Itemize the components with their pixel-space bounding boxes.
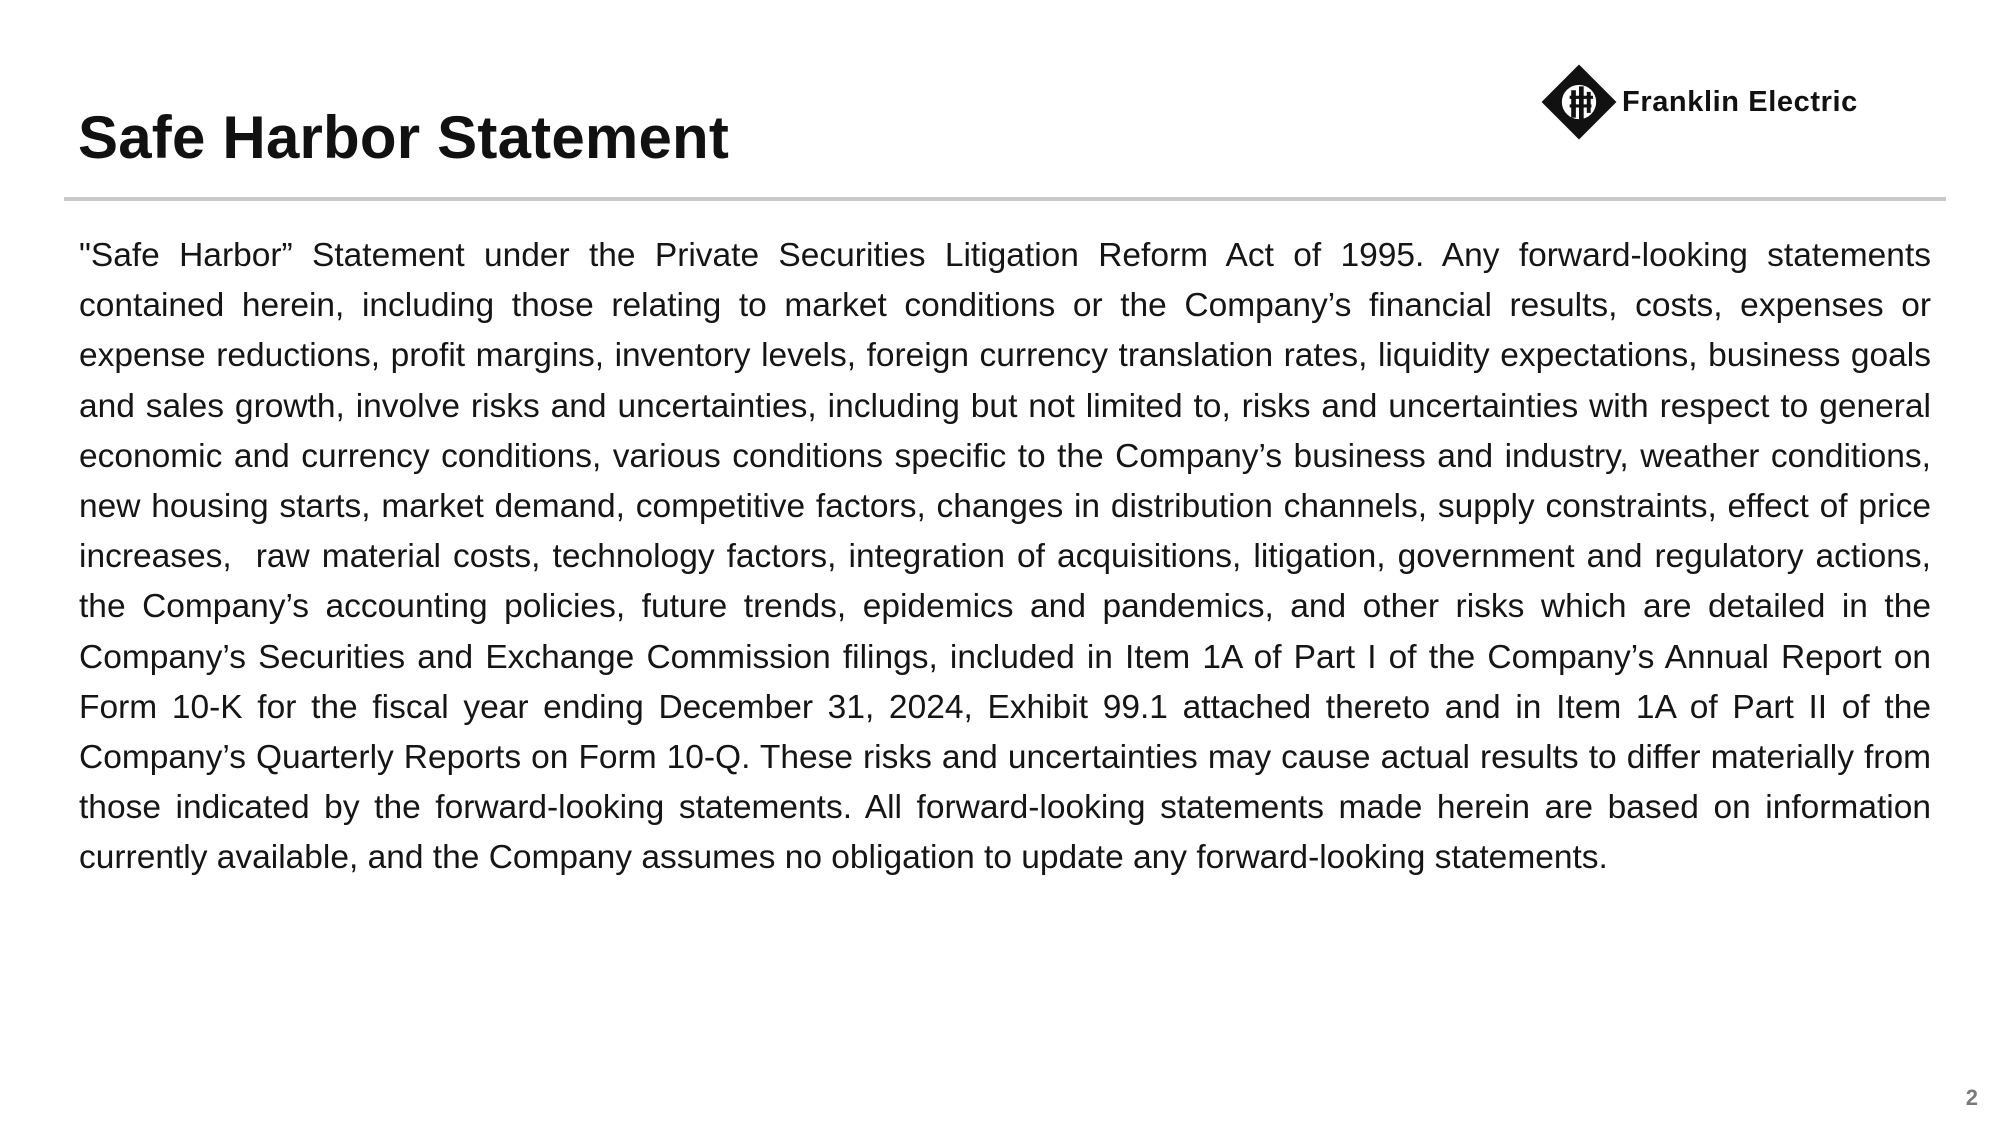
franklin-electric-diamond-logo-icon — [1540, 63, 1618, 141]
title-divider — [64, 197, 1946, 201]
safe-harbor-paragraph: "Safe Harbor” Statement under the Private Securities Litigation Reform Act of 1995. Any forward-looking statements contained herein, including those relating to market conditions or the Company’s financial results, costs, expenses or expense reductions, profit margins, inventory levels, foreign currency translation rates, liquidity expectations, business goals and sales growth, involve risks and uncertainties, including but not limited to, risks and uncertainties with respect to general economic and currency conditions, various conditions specific to the Company’s business and industry, weather conditions, new housing starts, market demand, competitive factors, changes in distribution channels, supply constraints, effect of price increases, raw material costs, technology factors, integration of acquisitions, litigation, government and regulatory actions, the Company’s accounting policies, future trends, epidemics and pandemics, and other risks which are detailed in the Company’s Securities and Exchange Commission filings, included in Item 1A of Part I of the Company’s Annual Report on Form 10-K for the fiscal year ending December 31, 2024, Exhibit 99.1 attached thereto and in Item 1A of Part II of the Company’s Quarterly Reports on Form 10-Q. These risks and uncertainties may cause actual results to differ materially from those indicated by the forward-looking statements. All forward-looking statements made herein are based on information currently available, and the Company assumes no obligation to update any forward-looking statements. — [79, 237, 1941, 877]
page-title: Safe Harbor Statement — [78, 104, 730, 171]
company-logo — [1540, 62, 1858, 142]
page-number: 2 — [1965, 1085, 1978, 1110]
logo-wordmark: Franklin Electric — [1622, 85, 1858, 118]
